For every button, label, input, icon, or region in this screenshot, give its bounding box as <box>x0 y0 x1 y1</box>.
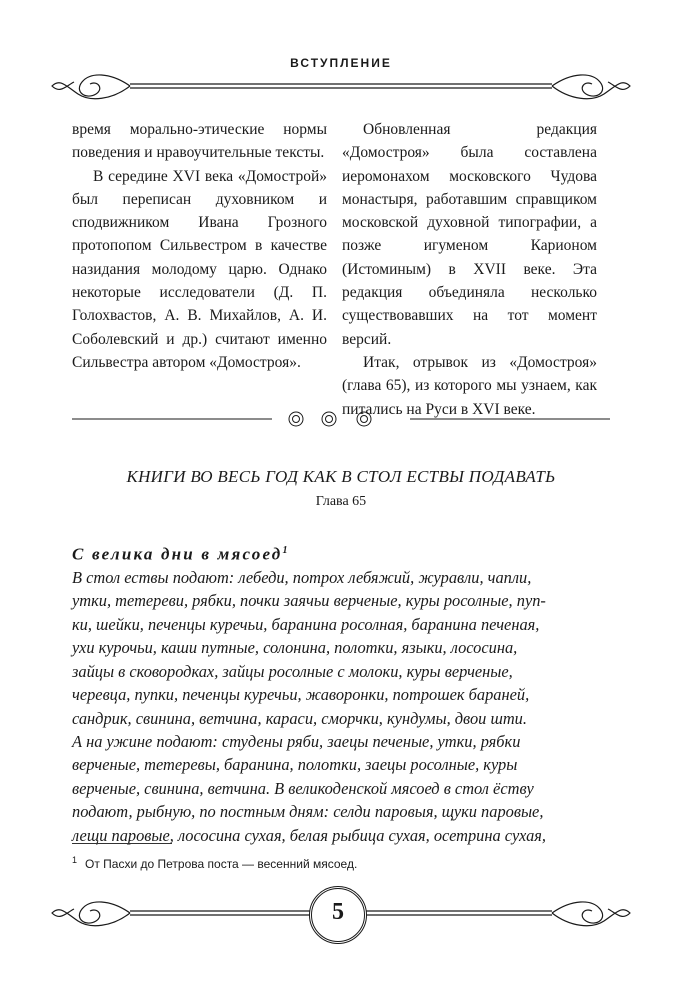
footnote <box>72 855 357 871</box>
section-title: КНИГИ ВО ВЕСЬ ГОД КАК В СТОЛ ЕСТВЫ ПОДАВАТЬ <box>126 467 556 486</box>
subheading-text: С велика дни в мясоед <box>72 544 283 564</box>
intro-left-column <box>72 118 327 374</box>
text-line: верченые, тетеревы, баранина, полотки, заецы росолные, куры <box>72 755 518 775</box>
subheading <box>72 539 612 566</box>
text-line: сандрик, свинина, ветчина, караси, сморчки, кундумы, двои шти. <box>72 708 527 728</box>
text-line: верченые, свинина, ветчина. В великоденской мясоед в стол ёству <box>72 778 534 798</box>
intro-left-paragraph-2: В середине XVI века «Домострой» был переписан духовником и сподвижником Ивана Грозного протопопом Сильвестром в качестве назидания молодому царю. Однако некоторые исследователи (Д. П. Голохвастов, А. В. Михайлов, А. И. Соболевский и др.) считают именно Сильвестра автором «Домостроя». <box>72 167 327 371</box>
text-line: ки, шейки, печенцы куречьи, баранина росолная, баранина печеная, <box>72 614 540 634</box>
text-line: В стол ествы подают: лебеди, потрох лебяжий, журавли, чапли, <box>72 568 532 588</box>
text-line: лещи паровые, лососина сухая, белая рыбица сухая, осетрина сухая, <box>72 825 546 845</box>
text-line: зайцы в сковородках, зайцы росолные с молоки, куры верченые, <box>72 661 513 681</box>
intro-right-column <box>342 118 597 421</box>
text-line: подают, рыбную, по постным дням: селди паровыя, щуки паровые, <box>72 802 544 822</box>
text-line: А на ужине подают: студены ряби, заецы печеные, утки, рябки <box>72 731 521 751</box>
footnote-mark: 1 <box>72 855 78 865</box>
text-line: утки, тетереви, рябки, почки заячьи верченые, куры росолные, пуп- <box>72 591 546 611</box>
intro-right-paragraph-2: Итак, отрывок из «Домостроя» (глава 65), из которого мы узнаем, как питались на Руси в XVI веке. <box>342 353 597 418</box>
main-text <box>72 539 612 847</box>
header-ornament <box>50 70 632 104</box>
footnote-rule <box>72 843 172 844</box>
page-number: 5 <box>332 899 344 925</box>
intro-right-paragraph-1: Обновленная редакция «Домостроя» была составлена иеромонахом московского Чудова монастыря, работавшим справщиком московской духовной типографии, а позже игуменом Карионом (Истоминым) в XVII веке. Эта редакция объединяла несколько существовавших на тот момент версий. <box>342 121 597 348</box>
text-line: черевца, пупки, печенцы куречьи, жаворонки, потрошек бараней, <box>72 685 530 705</box>
footnote-text: От Пасхи до Петрова поста — весенний мясоед. <box>85 857 358 871</box>
section-subtitle: Глава 65 <box>315 494 367 509</box>
section-divider <box>72 405 610 433</box>
menu-text <box>72 566 612 847</box>
footnote-ref: 1 <box>282 545 288 556</box>
intro-left-paragraph-1: время морально-этические нормы поведения и нравоучительные тексты. <box>72 121 327 162</box>
text-line: ухи курочьи, каши путные, солонина, полотки, языки, лососина, <box>72 638 518 658</box>
running-header: ВСТУПЛЕНИЕ <box>290 56 392 70</box>
